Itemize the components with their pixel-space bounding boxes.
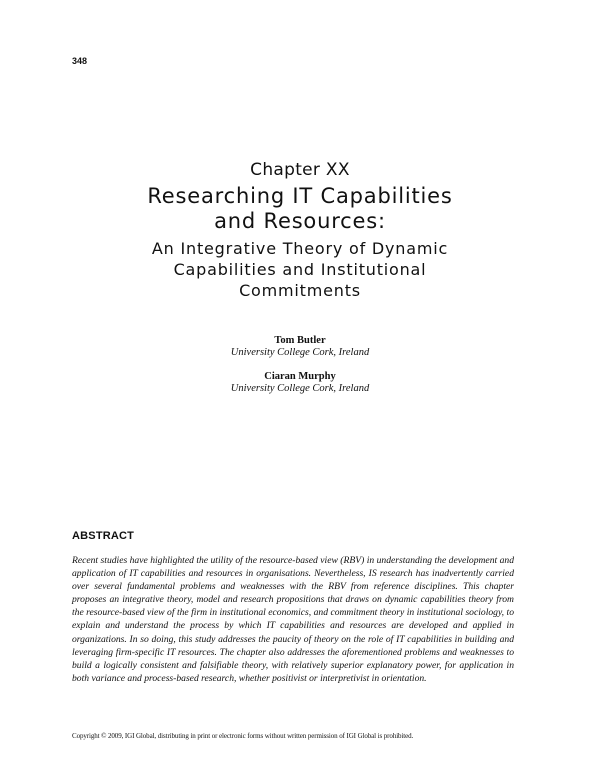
author-affiliation: University College Cork, Ireland [230, 347, 370, 358]
author-name: Ciaran Murphy [264, 371, 336, 382]
chapter-title-line: Researching IT Capabilities [147, 184, 453, 208]
chapter-subtitle-line: An Integrative Theory of Dynamic [151, 239, 449, 258]
page-number: 348 [72, 56, 88, 66]
chapter-title-line: and Resources: [214, 209, 386, 233]
chapter-title [60, 184, 540, 234]
chapter-subtitle [60, 238, 540, 301]
abstract-heading: ABSTRACT [72, 530, 135, 542]
abstract-text: Recent studies have highlighted the utility of the resource-based view (RBV) in understanding the development and application of IT capabilities and resources in organisations. Nevertheless, IS research has inadvertently carried over several fundamental problems and weaknesses with the RBV from reference disciplines. This chapter proposes an integrative theory, model and research propositions that draws on dynamic capabilities theory from the resource-based view of the firm in institutional economics, and commitment theory in institutional sociology, to explain and understand the process by which IT capabilities and resources are developed and applied in organizations. In so doing, this study addresses the paucity of theory on the role of IT capabilities in building and leveraging firm-specific IT resources. The chapter also addresses the aforementioned problems and weaknesses to build a logically consistent and falsifiable theory, with relatively superior explanatory power, for application in both variance and process-based research, whether positivist or interpretivist in orientation. [72, 555, 514, 684]
chapter-label: Chapter XX [250, 160, 350, 180]
author-affiliation: University College Cork, Ireland [230, 383, 370, 394]
chapter-subtitle-line: Capabilities and Institutional [173, 260, 427, 279]
copyright-notice: Copyright © 2009, IGI Global, distributing in print or electronic forms without written permission of IGI Global is prohibited. [72, 732, 414, 740]
chapter-subtitle-line: Commitments [239, 281, 361, 300]
author-name: Tom Butler [274, 335, 326, 346]
author-block [60, 335, 540, 359]
author-block [60, 371, 540, 395]
